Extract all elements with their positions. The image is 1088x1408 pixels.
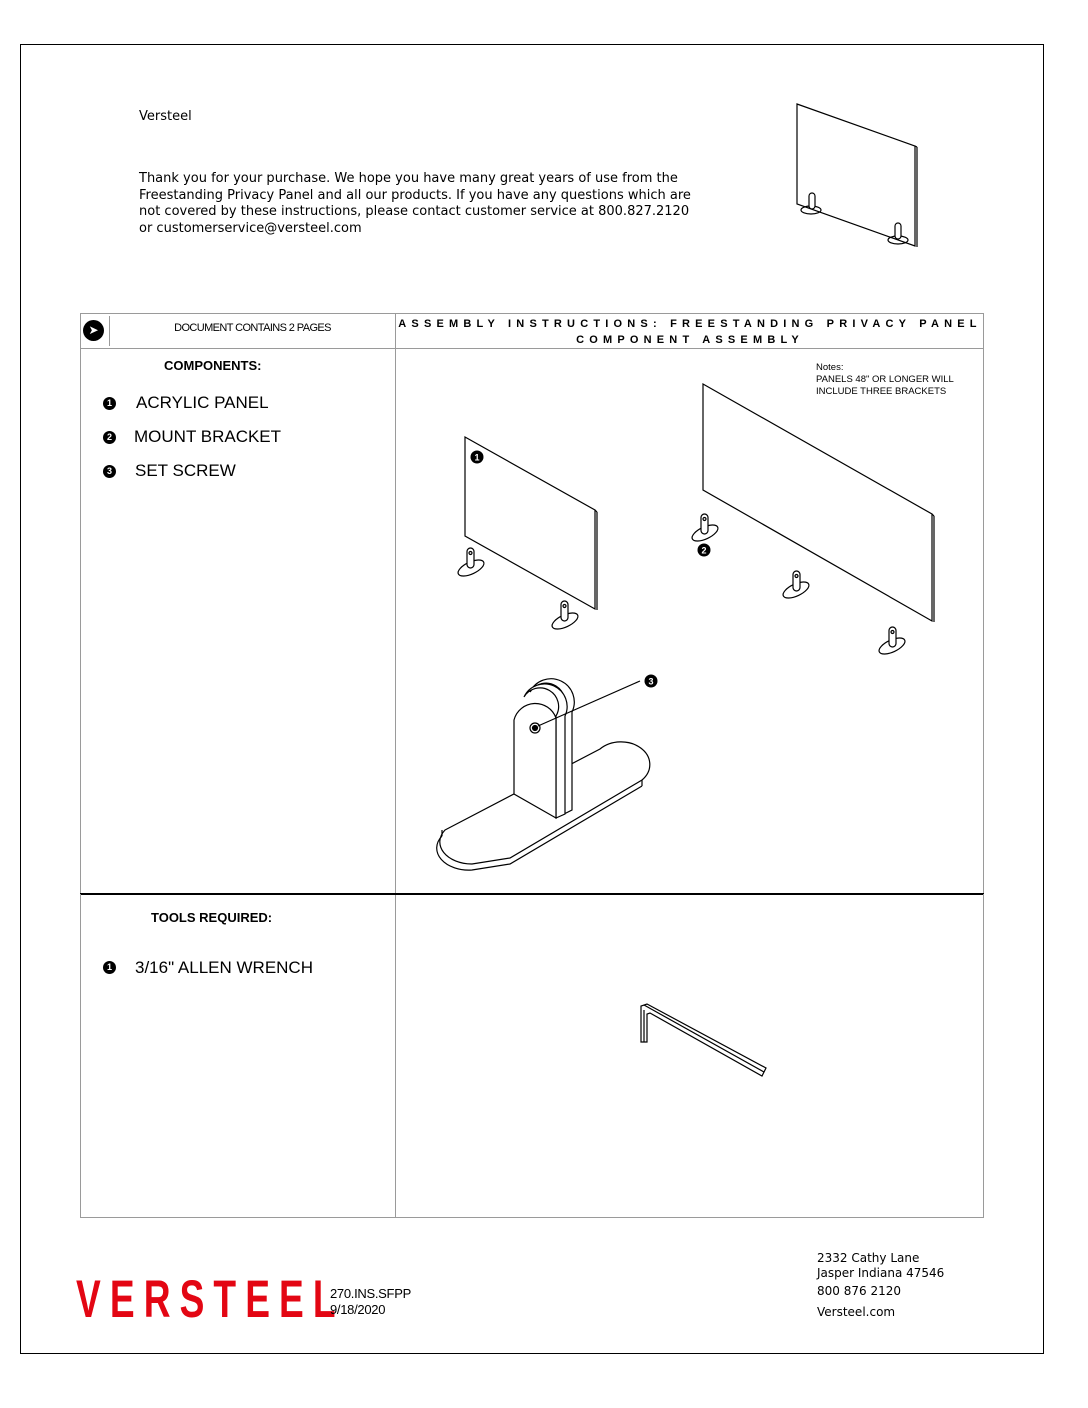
- small-panel-illustration: [456, 437, 597, 632]
- company-address: [817, 1251, 944, 1320]
- notes-text: PANELS 48" OR LONGER WILL INCLUDE THREE BRACKETS: [816, 374, 954, 397]
- bracket-illustration: [456, 548, 486, 579]
- allen-wrench-illustration: [641, 1004, 766, 1076]
- component-label: MOUNT BRACKET: [134, 427, 282, 446]
- tool-number: 1: [103, 961, 116, 974]
- pages-note: DOCUMENT CONTAINS 2 PAGES: [174, 322, 331, 334]
- callout-number: 3: [648, 676, 654, 687]
- address-line2: Jasper Indiana 47546: [817, 1266, 945, 1280]
- versteel-logo: VERSTEEL: [76, 1270, 345, 1329]
- document-info: [330, 1286, 411, 1318]
- document-date: 9/18/2020: [330, 1302, 386, 1317]
- component-number: 2: [103, 431, 116, 444]
- component-label: ACRYLIC PANEL: [136, 393, 269, 412]
- tools-heading: TOOLS REQUIRED:: [151, 910, 273, 925]
- callout-number: 2: [701, 545, 707, 556]
- website: Versteel.com: [817, 1305, 896, 1319]
- document-title: ASSEMBLY INSTRUCTIONS: FREESTANDING PRIVACY PANEL COMPONENT ASSEMBLY: [398, 318, 982, 346]
- document-code: 270.INS.SFPP: [330, 1286, 411, 1301]
- components-heading: COMPONENTS:: [164, 358, 262, 373]
- component-number: 3: [103, 465, 116, 478]
- bracket-illustration: [690, 514, 720, 544]
- intro-paragraph: Thank you for your purchase. We hope you have many great years of use from the Freestanding Privacy Panel and all our products. If you have any questions which are not covered by these instructions, please contact customer service at 800.827.2120 or customerservice@versteel.com: [139, 171, 691, 236]
- arrow-icon: ➤: [83, 320, 104, 341]
- component-label: SET SCREW: [135, 461, 236, 480]
- callout-number: 1: [474, 452, 480, 463]
- notes-label: Notes:: [816, 362, 844, 373]
- bracket-illustration: [550, 601, 580, 632]
- large-panel-illustration: [690, 384, 934, 657]
- bracket-detail-illustration: [437, 679, 650, 870]
- tool-label: 3/16" ALLEN WRENCH: [135, 958, 313, 977]
- panel-thumbnail-illustration: [797, 104, 917, 247]
- brand-name: Versteel: [139, 109, 192, 124]
- component-number: 1: [103, 397, 116, 410]
- address-line1: 2332 Cathy Lane: [817, 1251, 920, 1265]
- phone: 800 876 2120: [817, 1284, 901, 1298]
- bracket-illustration: [781, 571, 811, 601]
- bracket-illustration: [877, 627, 907, 657]
